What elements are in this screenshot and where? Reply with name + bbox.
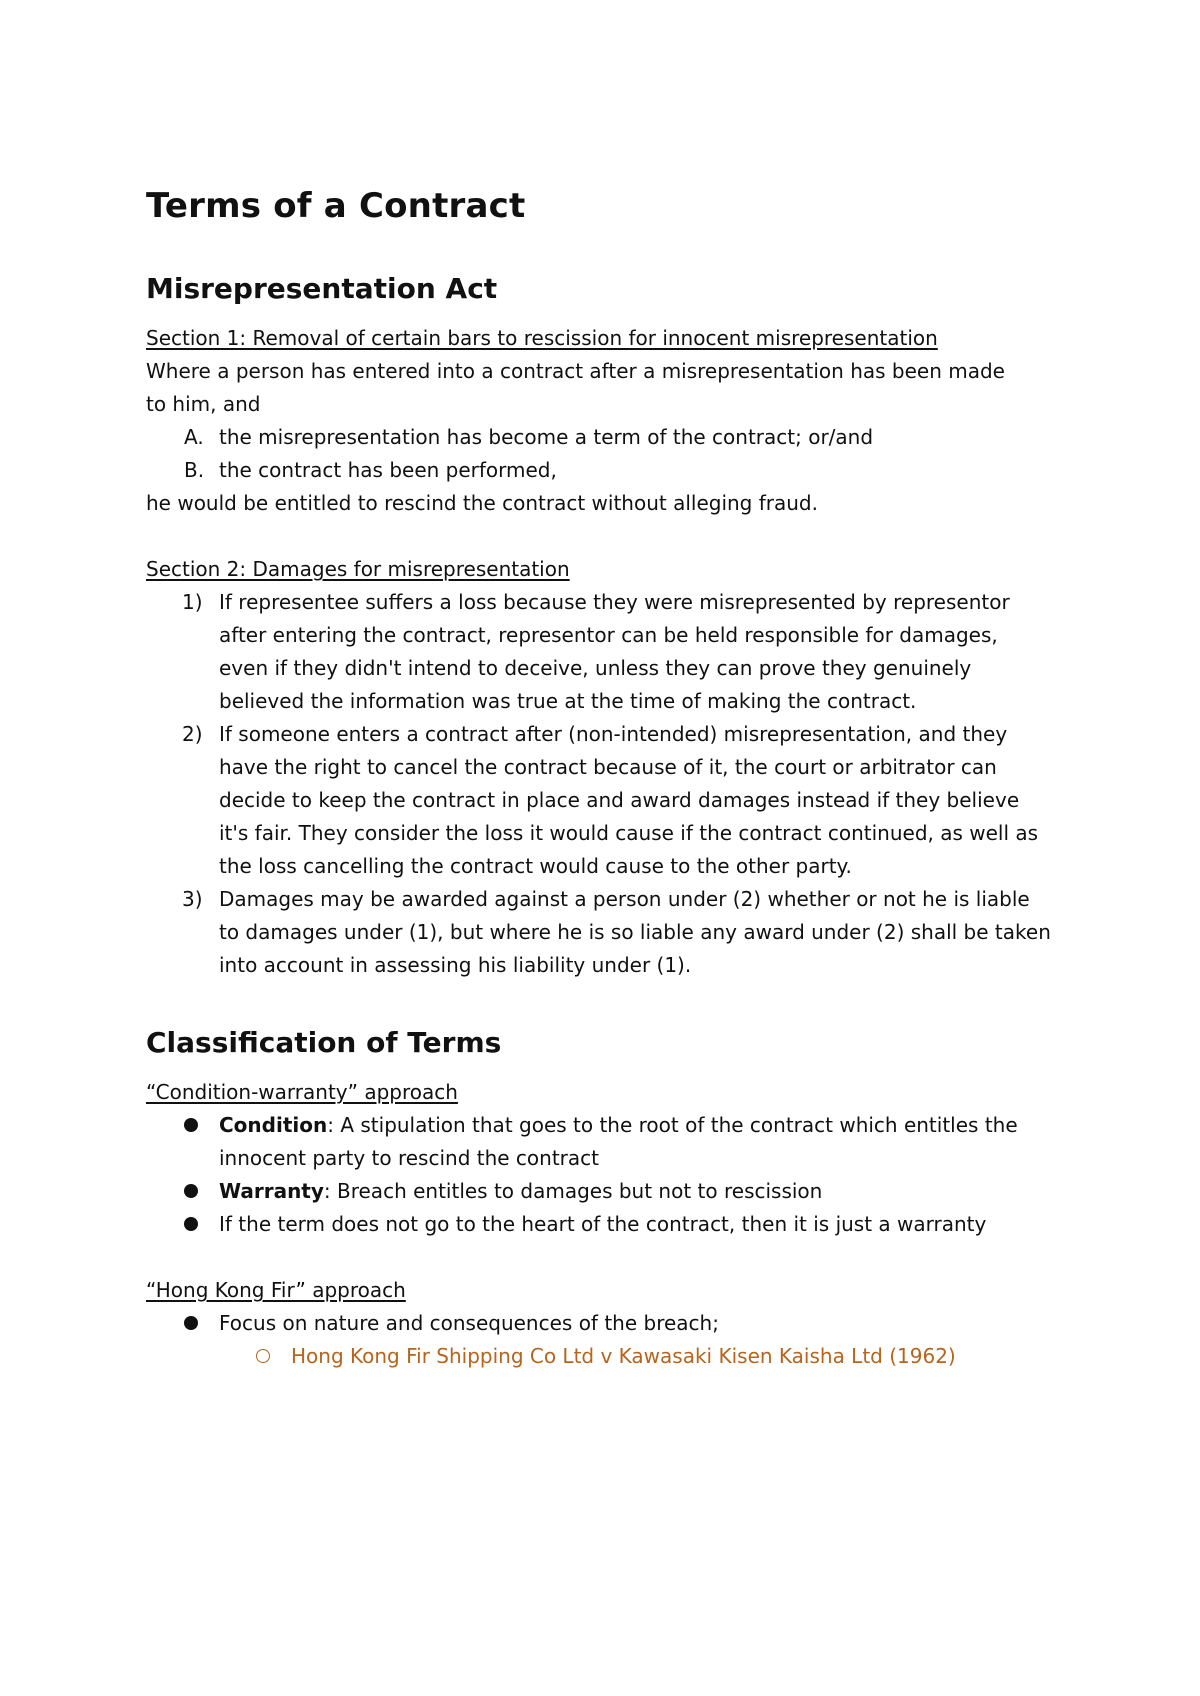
section-2-item-1-line: believed the information was true at the time of making the contract.	[219, 689, 917, 713]
section-1-outro: he would be entitled to rescind the contract without alleging fraud.	[146, 491, 818, 515]
list-marker-1: 1)	[182, 590, 203, 614]
section-2-item-3-line: Damages may be awarded against a person under (2) whether or not he is liable	[219, 887, 1030, 911]
list-marker-b: B.	[184, 458, 205, 482]
condition-text: : A stipulation that goes to the root of the contract which entitles the	[327, 1113, 1018, 1137]
warranty-note: If the term does not go to the heart of the contract, then it is just a warranty	[219, 1212, 987, 1236]
bullet-icon	[184, 1316, 198, 1330]
section-2-item-1-line: even if they didn't intend to deceive, unless they can prove they genuinely	[219, 656, 972, 680]
section-2-item-3-line: to damages under (1), but where he is so liable any award under (2) shall be taken	[219, 920, 1051, 944]
heading-misrepresentation-act: Misrepresentation Act	[146, 272, 498, 305]
section-2-item-1-line: If representee suffers a loss because they were misrepresented by representor	[219, 590, 1010, 614]
section-1-intro-line-1: Where a person has entered into a contract after a misrepresentation has been made	[146, 359, 1005, 383]
section-2-item-2-line: decide to keep the contract in place and award damages instead if they believe	[219, 788, 1020, 812]
heading-classification-of-terms: Classification of Terms	[146, 1026, 502, 1059]
list-marker-2: 2)	[182, 722, 203, 746]
section-2-item-2-line: If someone enters a contract after (non-intended) misrepresentation, and they	[219, 722, 1008, 746]
section-2-item-2-line: have the right to cancel the contract because of it, the court or arbitrator can	[219, 755, 997, 779]
condition-definition-line-2: innocent party to rescind the contract	[219, 1146, 599, 1170]
condition-definition-line-1	[219, 1109, 1018, 1142]
section-1-intro-line-2: to him, and	[146, 392, 261, 416]
section-1-item-b: the contract has been performed,	[219, 458, 557, 482]
section-2-item-1-line: after entering the contract, representor can be held responsible for damages,	[219, 623, 998, 647]
condition-warranty-heading: “Condition-warranty” approach	[146, 1080, 458, 1104]
warranty-text: : Breach entitles to damages but not to rescission	[323, 1179, 823, 1203]
list-marker-a: A.	[184, 425, 204, 449]
warranty-term: Warranty	[219, 1179, 324, 1203]
list-marker-3: 3)	[182, 887, 203, 911]
section-2-item-2-line: the loss cancelling the contract would cause to the other party.	[219, 854, 852, 878]
section-2-item-2-line: it's fair. They consider the loss it would cause if the contract continued, as well as	[219, 821, 1039, 845]
bullet-icon	[184, 1217, 198, 1231]
condition-term: Condition	[219, 1113, 328, 1137]
hong-kong-fir-bullet: Focus on nature and consequences of the breach;	[219, 1311, 719, 1335]
bullet-icon	[184, 1118, 198, 1132]
section-1-item-a: the misrepresentation has become a term of the contract; or/and	[219, 425, 874, 449]
section-2-heading: Section 2: Damages for misrepresentation	[146, 557, 570, 581]
bullet-icon	[184, 1184, 198, 1198]
section-2-item-3-line: into account in assessing his liability under (1).	[219, 953, 692, 977]
case-citation-link[interactable]: Hong Kong Fir Shipping Co Ltd v Kawasaki Kisen Kaisha Ltd (1962)	[291, 1344, 956, 1368]
page-title: Terms of a Contract	[146, 186, 526, 226]
section-1-heading: Section 1: Removal of certain bars to rescission for innocent misrepresentation	[146, 326, 938, 350]
hong-kong-fir-heading: “Hong Kong Fir” approach	[146, 1278, 406, 1302]
warranty-definition	[219, 1175, 822, 1208]
hollow-bullet-icon	[256, 1349, 270, 1363]
